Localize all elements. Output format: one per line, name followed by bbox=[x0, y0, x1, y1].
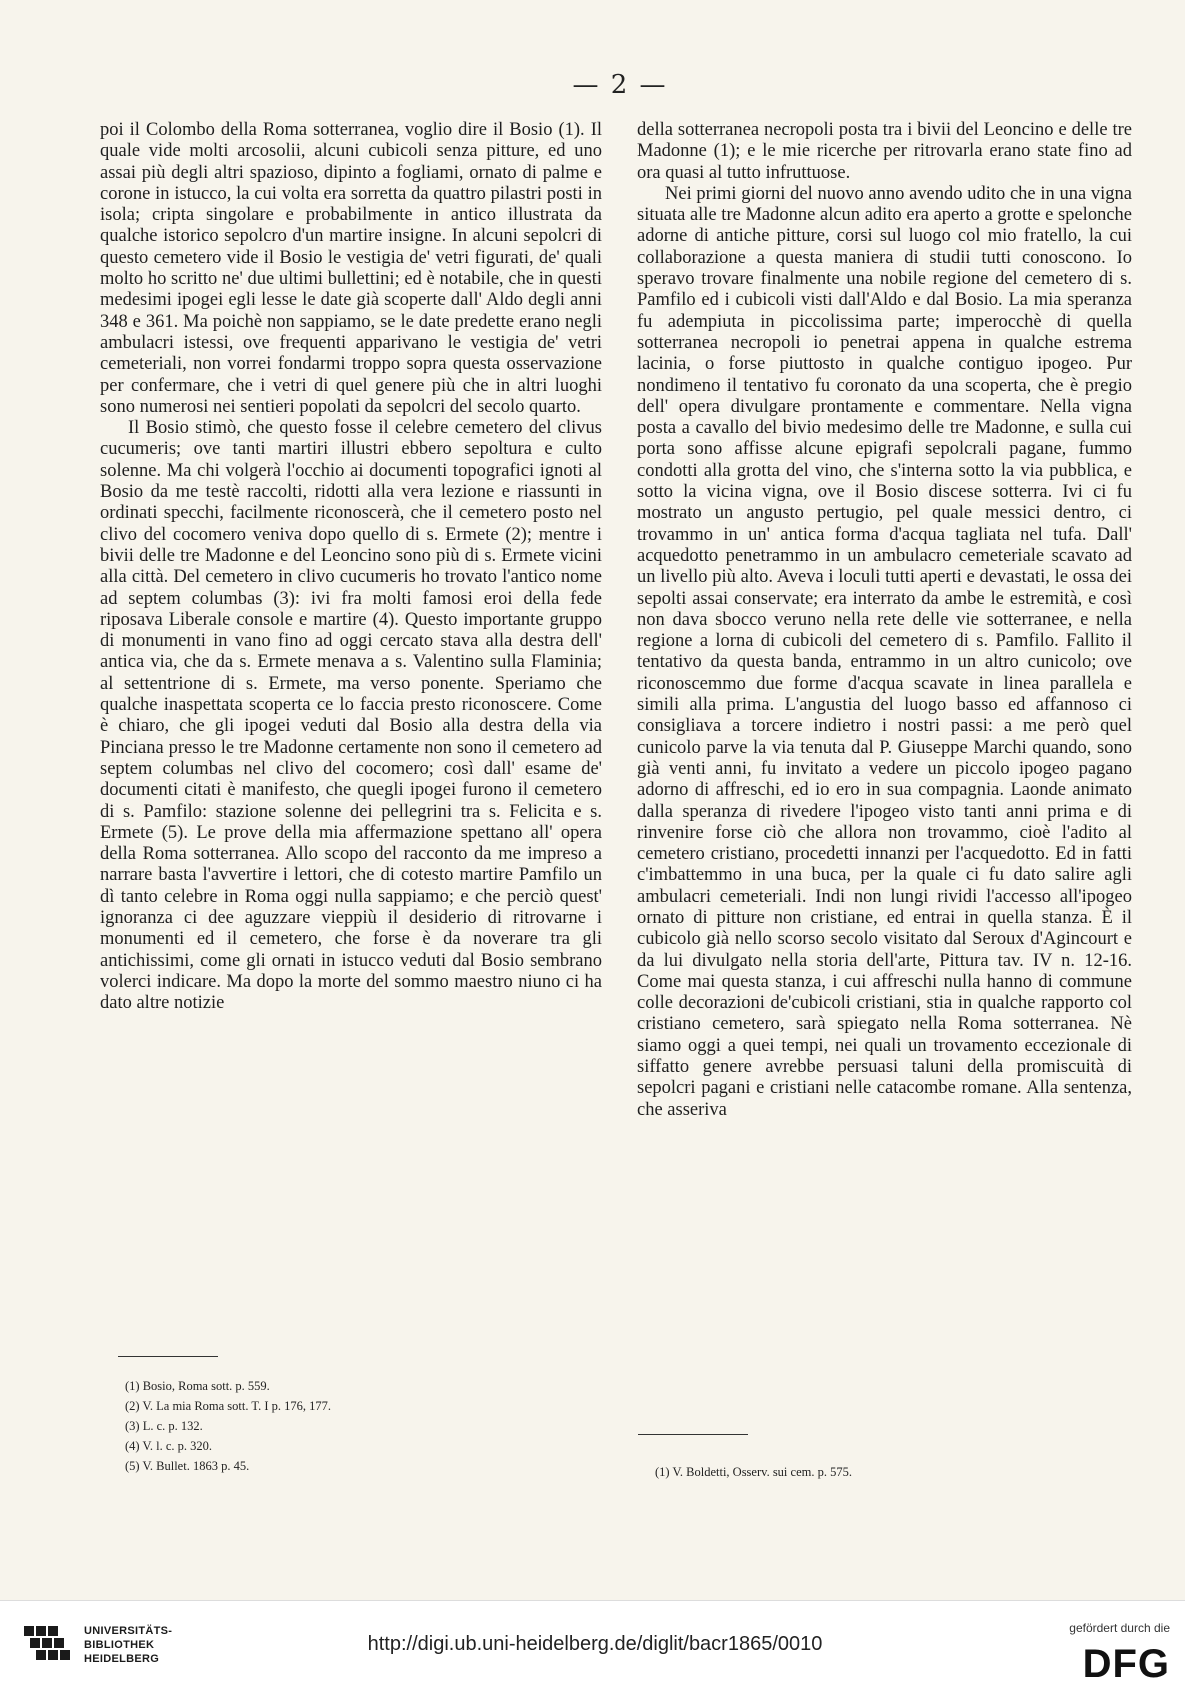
footnote: (5) V. Bullet. 1863 p. 45. bbox=[125, 1459, 250, 1473]
library-line: HEIDELBERG bbox=[84, 1653, 160, 1665]
left-paragraph-2: Il Bosio stimò, che questo fosse il celebre cemetero del clivus cucumeris; ove tanti martiri illustri ebbero sepoltura e culto solenne. Ma chi volgerà l'occhio ai documenti topografici ignoti al Bosio da me testè raccolti, ridotti alla vera lezione e riassunti in ordinati specchi, facilmente riconoscerà, che il cemetero posto nel clivo del cocomero veniva dopo quello di s. Ermete (2); mentre i bivii delle tre Madonne e del Leoncino sono più di s. Ermete vicini alla città. Del cemetero in clivo cucumeris ho trovato l'antico nome ad septem columbas (3): ivi fra molti famosi eroi della fede riposava Liberale console e martire (4). Questo importante gruppo di monumenti in vano fino ad oggi cercato stava alla destra dell' antica via, che da s. Ermete menava a s. Valentino sulla Flaminia; al settentrione di s. Ermete, ma verso ponente. Speriamo che qualche inaspettata scoperta ce lo faccia presto riconoscere. Come è chiaro, che gli ipogei veduti dal Bosio alla destra della via Pinciana presso le tre Madonne certamente non sono il cemetero ad septem columbas nel clivo del cocomero; così dall' esame de' documenti citati è manifesto, che quegli ipogei furono il cemetero di s. Pamfilo: stazione solenne dei pellegrini tra s. Felicita e s. Ermete (5). Le prove della mia affermazione spettano all' opera della Roma sotterranea. Allo scopo del racconto da me impreso a narrare basta l'avvertire i lettori, che di cotesto martire Pamfilo un dì tanto celebre in Roma oggi nulla sappiamo; e che perciò quest' ignoranza ci dee aguzzare vieppiù il desiderio di ritrovarne i monumenti ed il cemetero, che forse è da noverare tra gli antichissimi, come gli ornati in istucco veduti dal Bosio sembrano volerci indicare. Ma dopo la morte del sommo maestro niuno ci ha dato altre notizie bbox=[100, 418, 602, 1014]
footnote: (2) V. La mia Roma sott. T. I p. 176, 177. bbox=[125, 1399, 332, 1413]
dfg-logo[interactable]: DFG bbox=[1082, 1642, 1170, 1686]
right-paragraph-2: Nei primi giorni del nuovo anno avendo udito che in una vigna situata alle tre Madonne alcun adito era aperto a grotte e spelonche adorne di antiche pitture, corsi sul luogo col mio fratello, la cui collaborazione a questa maniera di studii tutti conoscono. Io speravo trovare finalmente una nobile regione del cemetero di s. Pamfilo ed i cubicoli visti dall'Aldo e dal Bosio. La mia speranza fu adempiuta in piccolissima parte; imperocchè di quella sotterranea necropoli io penetrai appena in qualche estrema lacinia, o forse piuttosto in qualche contiguo ipogeo. Pur nondimeno il tentativo fu coronato da una scoperta, che è pregio dell' opera divulgare prontamente e commentare. Nella vigna posta a cavallo del bivio medesimo delle tre Madonne, e sulla cui porta sono affisse alcune epigrafi sepolcrali pagane, fummo condotti alla grotta del vino, che s'interna sotto la via pubblica, e sotto la vicina vigna, ove il Bosio discese sotterra. Ivi ci fu mostrato un angusto pertugio, pel quale messici dentro, ci trovammo in un' antica forma d'acqua tagliata nel tufa. Dall' acquedotto penetrammo in un ambulacro cemeteriale scavato ad un livello più alto. Aveva i loculi tutti aperti e devastati, le ossa dei sepolti assai conservate; era interrato da ambe le estremità, e così non dava sbocco veruno nella rete delle vie sotterranee, e nella regione a lorna di cubicoli del cemetero di s. Pamfilo. Fallito il tentativo da questa banda, entrammo in un altro cunicolo; ove riconoscemmo due forme d'acqua scavate in linea parallela e simili alla prima. L'angustia del luogo basso ed affannoso ci consigliava a torcere indietro i nostri passi: a me però quel cunicolo parve la via tenuta dal P. Giuseppe Marchi quando, sono già venti anni, fu invitato a vedere un piccolo ipogeo pagano adorno di affreschi, ed io ero in sua compagnia. Laonde animato dalla speranza di rivedere l'ipogeo visto tanti anni prima e di rinvenire forse ciò che allora non trovammo, cioè l'adito al cemetero cristiano, procedetti innanzi per l'acquedotto. Ed in fatti c'imbattemmo in una buca, per la quale ci fu dato salire agli ambulacri cemeteriali. Indi non lungi rividi l'accesso all'ipogeo ornato di pitture non cristiane, ed entrai in quella stanza. È il cubicolo già nello scorso secolo visitato dal Seroux d'Agincourt e da lui divulgato nella storia dell'arte, Pittura tav. IV n. 12-16. Come mai questa stanza, i cui affreschi nulla hanno di commune colle decorazioni de'cubicoli cristiani, stia in qualche rapporto col cristiano cemetero, sarà spiegato nella Roma sotterranea. Nè siamo oggi a quei tempi, nei quali un trovamento eccezionale di siffatto genere avrebbe persuasi taluni della promiscuità di sepolcri pagani e cristiani nelle catacombe romane. Alla sentenza, che asseriva bbox=[637, 183, 1132, 1120]
footnotes-left bbox=[125, 1376, 545, 1476]
footnote: (1) Bosio, Roma sott. p. 559. bbox=[125, 1379, 270, 1393]
left-column bbox=[100, 120, 602, 1014]
footnote-divider-right bbox=[638, 1434, 748, 1435]
right-column bbox=[637, 120, 1132, 1121]
university-seal-icon[interactable] bbox=[22, 1622, 74, 1670]
left-paragraph-1: poi il Colombo della Roma sotterranea, voglio dire il Bosio (1). Il quale vide molti arcosolii, alcuni cubicoli senza pitture, ed uno assai più degli altri spazioso, dipinto a fogliami, ornato di palme e corone in istucco, la cui volta era sorretta da quattro pilastri posti in isola; cripta singolare e probabilmente in antico illustrata da qualche istorico sepolcro d'un martire insigne. In alcuni sepolcri di questo cemetero vide il Bosio le vestigia de' vetri figurati, de' quali molto ho scritto ne' due ultimi bullettini; ed è notabile, che in questi medesimi ipogei egli lesse le date già scoperte dall' Aldo degli anni 348 e 361. Ma poichè non sappiamo, se le date predette erano negli ambulacri istessi, ove frequenti apparivano le vestigia de' vetri cemeteriali, non vorrei fondarmi troppo sopra questa osservazione per confermare, che i vetri di quel genere più che in altri luoghi sono numerosi nei sentieri popolati da sepolcri del secolo quarto. bbox=[100, 120, 602, 417]
library-logo-text[interactable] bbox=[84, 1624, 194, 1666]
page-number: — 2 — bbox=[572, 70, 668, 100]
source-url-link[interactable]: http://digi.ub.uni-heidelberg.de/diglit/bacr1865/0010 bbox=[367, 1633, 823, 1655]
footnote: (4) V. l. c. p. 320. bbox=[125, 1439, 213, 1453]
footnote: (1) V. Boldetti, Osserv. sui cem. p. 575. bbox=[655, 1465, 852, 1479]
funded-by-label: gefördert durch die bbox=[1069, 1621, 1170, 1635]
right-paragraph-1: della sotterranea necropoli posta tra i bivii del Leoncino e delle tre Madonne (1); e le mie ricerche per ritrovarla erano state fino ad ora quasi al tutto infruttuose. bbox=[637, 120, 1132, 183]
footnote: (3) L. c. p. 132. bbox=[125, 1419, 203, 1433]
library-line: UNIVERSITÄTS- bbox=[84, 1625, 173, 1637]
footnotes-right bbox=[655, 1462, 1055, 1482]
footnote-divider-left bbox=[118, 1356, 218, 1357]
library-line: BIBLIOTHEK bbox=[84, 1639, 155, 1651]
